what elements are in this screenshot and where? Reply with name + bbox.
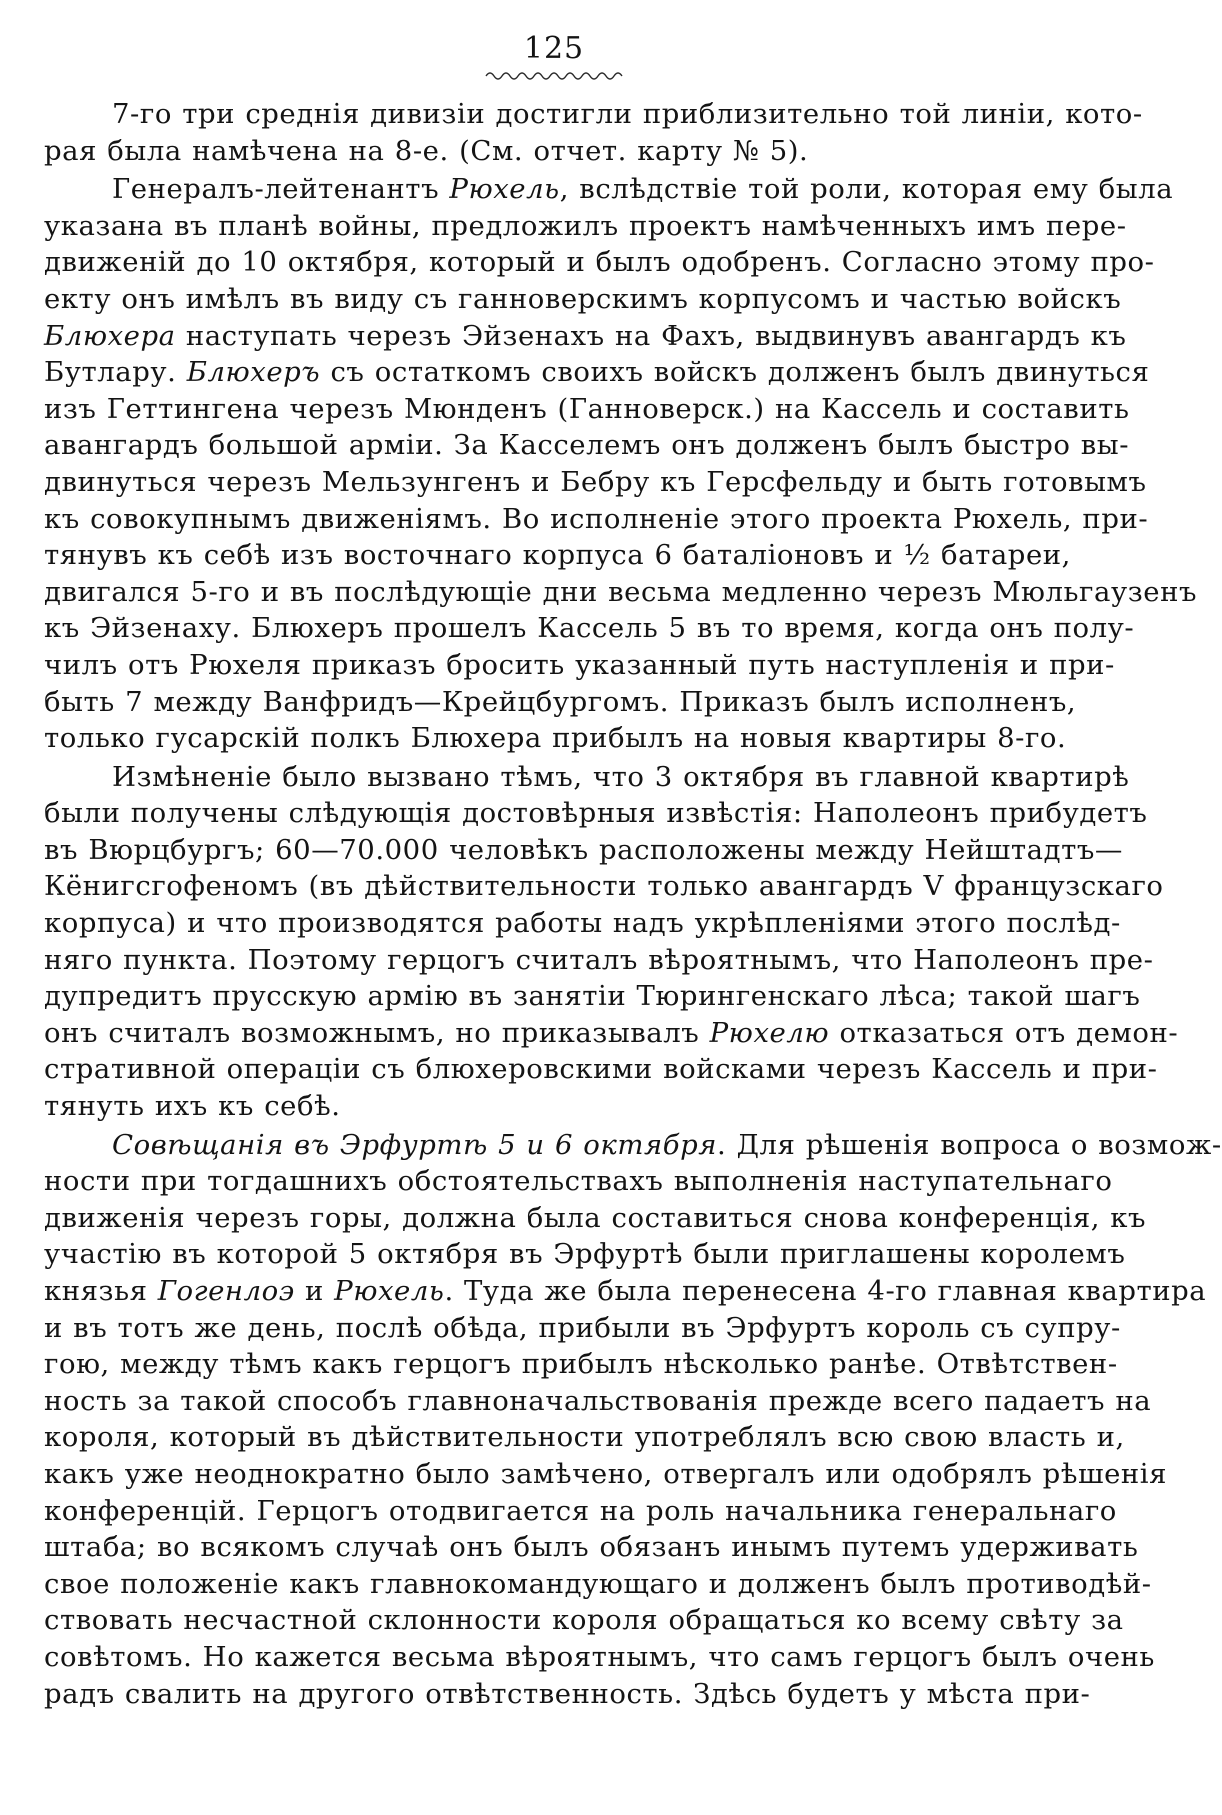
text-run: стративной операціи съ блюхеровскими войсками черезъ Кассель и при-: [44, 1053, 1158, 1086]
text-line: [44, 1200, 1147, 1237]
text-run: 7-го три среднія дивизіи достигли приблизительно той линіи, кото-: [112, 98, 1143, 130]
text-line: [44, 942, 1154, 979]
paragraph: [44, 171, 1197, 757]
text-run: няго пункта. Поэтому герцогъ считалъ вѣроятнымъ, что Наполеонъ пре-: [44, 943, 1154, 976]
text-line: [44, 1346, 1118, 1383]
text-run: и: [294, 1275, 335, 1307]
text-run: гою, между тѣмъ какъ герцогъ прибылъ нѣсколько ранѣе. Отвѣтствен-: [44, 1348, 1118, 1381]
text-run: съ остаткомъ своихъ войскъ долженъ былъ двинуться: [320, 356, 1150, 389]
italic-text: Рюхель: [449, 173, 560, 206]
text-run: радъ свалить на другого отвѣтственность. Здѣсь будетъ у мѣста при-: [44, 1677, 1091, 1710]
text-line: [44, 1529, 1139, 1566]
body-text: [44, 96, 1222, 1714]
text-line: [44, 133, 1064, 170]
text-run: рая была намѣчена на 8-е. (См. отчет. карту № 5).: [44, 134, 809, 167]
text-line: [44, 1602, 1124, 1639]
text-run: Бутлару.: [44, 356, 187, 389]
text-run: штаба; во всякомъ случаѣ онъ былъ обязанъ инымъ путемъ удерживать: [44, 1531, 1139, 1564]
text-line: [44, 1639, 1155, 1676]
page-number: 125: [523, 31, 585, 66]
text-line: [44, 1163, 1113, 1200]
text-line: [44, 720, 1067, 757]
text-run: были получены слѣдующія достовѣрныя извѣстія: Наполеонъ прибудетъ: [44, 797, 1148, 830]
text-line: [44, 574, 1197, 611]
text-run: ность за такой способъ главноначальствованія прежде всего падаетъ на: [44, 1384, 1152, 1417]
text-line: [44, 1310, 1121, 1347]
text-run: къ совокупнымъ движеніямъ. Во исполненіе этого проекта Рюхель, при-: [44, 502, 1149, 535]
text-run: какъ уже неоднократно было замѣчено, отвергалъ или одобрялъ рѣшенія: [44, 1457, 1168, 1490]
text-line: [44, 281, 1122, 318]
text-line: [44, 537, 1071, 574]
text-run: онъ считалъ возможнымъ, но приказывалъ: [44, 1016, 710, 1049]
text-run: . Туда же была перенесена 4-го главная квартира: [444, 1275, 1207, 1307]
text-line: [44, 501, 1149, 538]
text-run: къ Эйзенаху. Блюхеръ прошелъ Кассель 5 въ то время, когда онъ полу-: [44, 612, 1135, 645]
text-run: указана въ планѣ войны, предложилъ проектъ намѣченныхъ имъ пере-: [44, 209, 1127, 242]
text-line: [44, 647, 1115, 684]
paragraph: [44, 1127, 1222, 1713]
text-line: [44, 832, 1123, 869]
text-line: [44, 318, 1127, 355]
text-line: [44, 208, 1127, 245]
text-line: [44, 868, 1164, 905]
text-line: [44, 354, 1150, 391]
text-line: [44, 684, 1077, 721]
text-run: Генералъ-лейтенантъ: [112, 173, 450, 206]
text-run: движенія черезъ горы, должна была составиться снова конференція, къ: [44, 1201, 1147, 1234]
text-run: участію въ которой 5 октября въ Эрфуртѣ были приглашены королемъ: [44, 1238, 1126, 1271]
text-run: въ Вюрцбургъ; 60—70.000 человѣкъ расположены между Нейштадтъ—: [44, 833, 1123, 866]
text-line: [44, 978, 1141, 1015]
text-run: Кёнигсгофеномъ (въ дѣйствительности только авангардъ V французскаго: [44, 870, 1164, 903]
text-run: наступать черезъ Эйзенахъ на Фахъ, выдвинувъ авангардъ къ: [175, 319, 1127, 352]
text-line: [44, 1127, 1222, 1164]
text-line: [44, 759, 1130, 796]
text-run: совѣтомъ. Но кажется весьма вѣроятнымъ, что самъ герцогъ былъ очень: [44, 1640, 1155, 1673]
italic-text: Гогенлоэ: [157, 1275, 295, 1307]
text-run: быть 7 между Ванфридъ—Крейцбургомъ. Приказъ былъ исполненъ,: [44, 685, 1077, 718]
italic-text: Блюхеръ: [186, 356, 321, 389]
text-line: [44, 1273, 1207, 1310]
text-line: [44, 171, 1174, 208]
wavy-ornament-icon: [484, 68, 624, 80]
text-run: отказаться отъ демон-: [829, 1016, 1179, 1049]
paragraph: [44, 96, 1143, 169]
text-run: тянувъ къ себѣ изъ восточнаго корпуса 6 баталіоновъ и ½ батареи,: [44, 539, 1071, 572]
text-line: [44, 244, 1155, 281]
text-line: [44, 1383, 1152, 1420]
text-run: ности при тогдашнихъ обстоятельствахъ выполненія наступательнаго: [44, 1165, 1113, 1198]
text-line: [44, 427, 1130, 464]
text-run: только гусарскій полкъ Блюхера прибылъ на новыя квартиры 8-го.: [44, 722, 1067, 755]
text-run: корпуса) и что производятся работы надъ укрѣпленіями этого послѣд-: [44, 907, 1121, 940]
text-run: . Для рѣшенія вопроса о возмож-: [717, 1128, 1222, 1161]
text-run: изъ Геттингена черезъ Мюнденъ (Ганноверск.) на Кассель и составить: [44, 392, 1130, 425]
text-run: двинуться черезъ Мельзунгенъ и Бебру къ Герсфельду и быть готовымъ: [44, 465, 1147, 498]
text-line: [44, 96, 1143, 133]
text-run: тянуть ихъ къ себѣ.: [44, 1090, 341, 1123]
text-run: Измѣненіе было вызвано тѣмъ, что 3 октября въ главной квартирѣ: [112, 760, 1130, 793]
italic-text: Блюхера: [44, 319, 176, 352]
text-line: [44, 1051, 1158, 1088]
text-line: [44, 1419, 1125, 1456]
text-line: [44, 610, 1135, 647]
italic-text: Рюхель: [334, 1275, 445, 1307]
text-run: авангардъ большой арміи. За Касселемъ онъ долженъ былъ быстро вы-: [44, 429, 1130, 462]
text-run: екту онъ имѣлъ въ виду съ ганноверскимъ корпусомъ и частью войскъ: [44, 282, 1122, 315]
text-line: [44, 1566, 1152, 1603]
text-line: [44, 1088, 1064, 1125]
text-line: [44, 1236, 1126, 1273]
italic-text: Рюхелю: [709, 1016, 830, 1049]
text-run: движеній до 10 октября, который и былъ одобренъ. Согласно этому про-: [44, 246, 1155, 279]
text-line: [44, 905, 1121, 942]
text-line: [44, 1493, 1117, 1530]
text-run: и въ тотъ же день, послѣ обѣда, прибыли въ Эрфуртъ король съ супру-: [44, 1311, 1121, 1344]
text-run: короля, который въ дѣйствительности употреблялъ всю свою власть и,: [44, 1421, 1125, 1454]
text-line: [44, 391, 1130, 428]
text-run: свое положеніе какъ главнокомандующаго и долженъ былъ противодѣй-: [44, 1567, 1152, 1600]
paragraph: [44, 759, 1179, 1125]
text-line: [44, 464, 1147, 501]
text-run: дупредитъ прусскую армію въ занятіи Тюрингенскаго лѣса; такой шагъ: [44, 980, 1141, 1013]
text-run: , вслѣдствіе той роли, которая ему была: [559, 173, 1174, 206]
text-run: князья: [44, 1275, 158, 1307]
text-line: [44, 1456, 1168, 1493]
text-run: чилъ отъ Рюхеля приказъ бросить указанный путь наступленія и при-: [44, 648, 1115, 681]
text-run: двигался 5-го и въ послѣдующіе дни весьма медленно черезъ Мюльгаузенъ: [44, 575, 1197, 608]
text-line: [44, 795, 1148, 832]
text-run: конференцій. Герцогъ отодвигается на роль начальника генеральнаго: [44, 1494, 1117, 1527]
text-line: [44, 1015, 1179, 1052]
text-line: [44, 1676, 1091, 1713]
italic-text: Совѣщанія въ Эрфуртѣ 5 и 6 октября: [112, 1128, 718, 1161]
text-run: ствовать несчастной склонности короля обращаться ко всему свѣту за: [44, 1604, 1124, 1637]
